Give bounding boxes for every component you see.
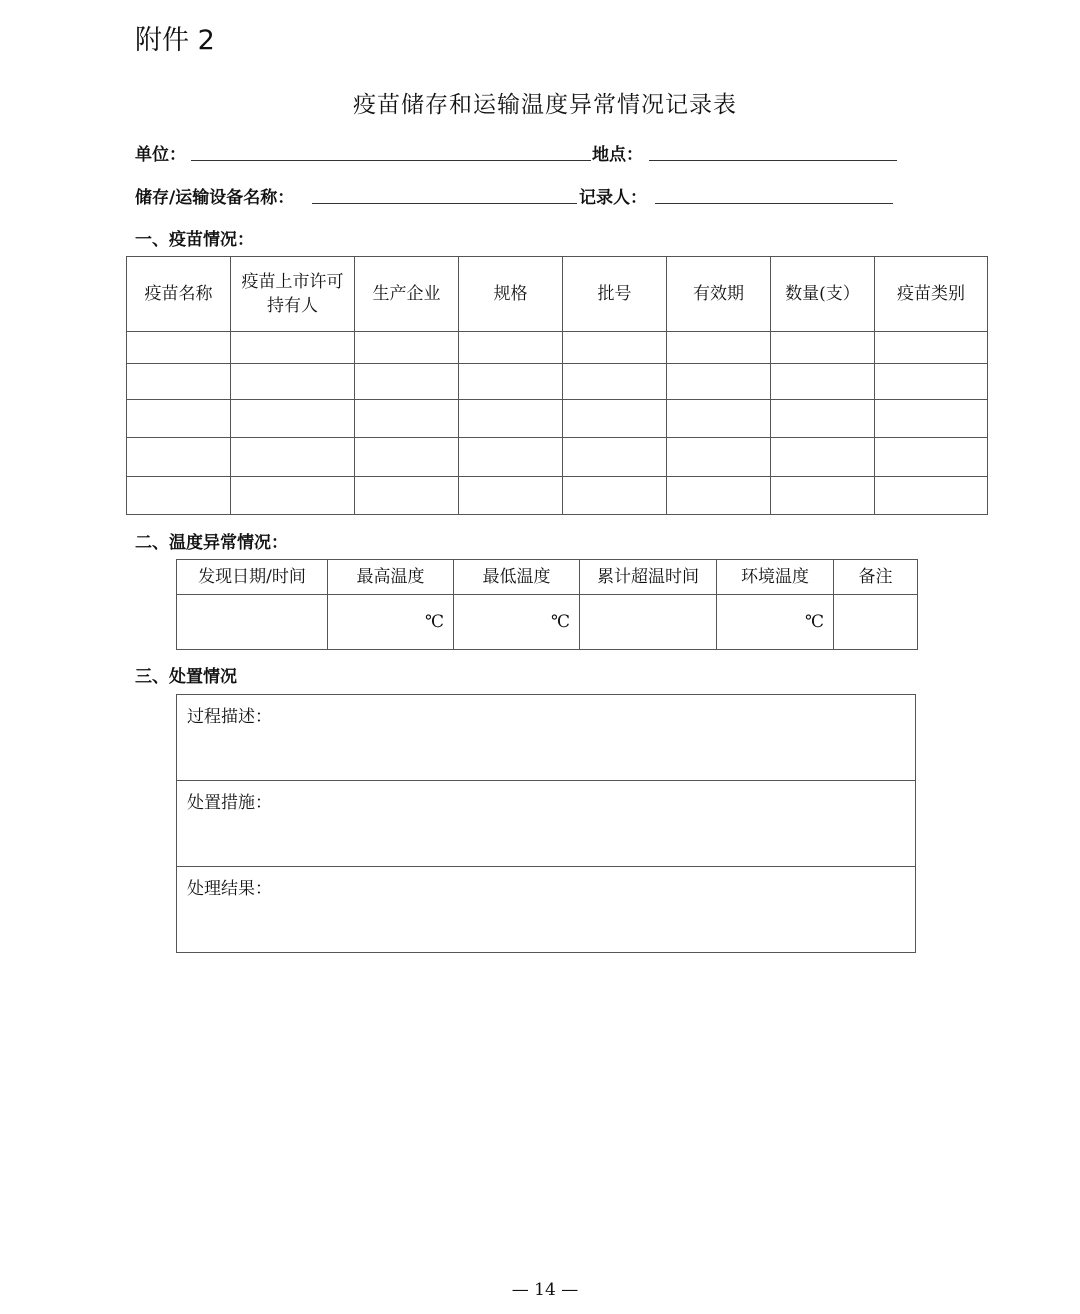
device-input-line[interactable] bbox=[312, 203, 577, 204]
col-quantity: 数量(支） bbox=[771, 257, 875, 332]
table-cell[interactable] bbox=[771, 364, 875, 400]
table-cell[interactable] bbox=[127, 477, 231, 515]
table-row bbox=[177, 695, 916, 781]
remarks-cell[interactable] bbox=[834, 595, 918, 650]
table-cell[interactable] bbox=[231, 477, 355, 515]
section-disposal-heading: 三、处置情况 bbox=[135, 667, 237, 687]
table-cell[interactable] bbox=[231, 438, 355, 477]
section-temperature-heading: 二、温度异常情况： bbox=[135, 533, 288, 553]
col-min-temp: 最低温度 bbox=[454, 560, 580, 595]
col-license-holder: 疫苗上市许可持有人 bbox=[231, 257, 355, 332]
table-cell[interactable] bbox=[771, 400, 875, 438]
table-cell[interactable] bbox=[875, 364, 988, 400]
table-row bbox=[127, 477, 988, 515]
recorder-label: 记录人： bbox=[579, 188, 647, 208]
recorder-input-line[interactable] bbox=[655, 203, 893, 204]
max-temp-cell[interactable]: ℃ bbox=[328, 595, 454, 650]
table-cell[interactable] bbox=[231, 400, 355, 438]
page-number: — 14 — bbox=[511, 1280, 579, 1300]
table-cell[interactable] bbox=[355, 477, 459, 515]
col-expiry-date: 有效期 bbox=[667, 257, 771, 332]
table-cell[interactable] bbox=[667, 438, 771, 477]
table-cell[interactable] bbox=[875, 438, 988, 477]
vaccine-table bbox=[126, 256, 988, 515]
handling-result-label: 处理结果： bbox=[187, 879, 272, 899]
table-cell[interactable] bbox=[563, 400, 667, 438]
table-cell[interactable] bbox=[563, 332, 667, 364]
col-max-temp: 最高温度 bbox=[328, 560, 454, 595]
table-cell[interactable] bbox=[231, 332, 355, 364]
col-vaccine-category: 疫苗类别 bbox=[875, 257, 988, 332]
table-cell[interactable] bbox=[127, 332, 231, 364]
table-row bbox=[177, 595, 918, 650]
table-cell[interactable] bbox=[771, 477, 875, 515]
table-cell[interactable] bbox=[459, 332, 563, 364]
table-cell[interactable] bbox=[231, 364, 355, 400]
table-cell[interactable] bbox=[667, 364, 771, 400]
table-row bbox=[127, 400, 988, 438]
table-cell[interactable] bbox=[667, 477, 771, 515]
table-cell[interactable] bbox=[127, 438, 231, 477]
location-label: 地点： bbox=[592, 145, 643, 165]
attachment-label: 附件 2 bbox=[135, 25, 215, 56]
min-temp-cell[interactable]: ℃ bbox=[454, 595, 580, 650]
form-title: 疫苗储存和运输温度异常情况记录表 bbox=[353, 92, 737, 118]
handling-result-cell[interactable] bbox=[177, 867, 916, 953]
table-cell[interactable] bbox=[355, 332, 459, 364]
table-cell[interactable] bbox=[127, 400, 231, 438]
table-cell[interactable] bbox=[667, 400, 771, 438]
col-manufacturer: 生产企业 bbox=[355, 257, 459, 332]
col-remarks: 备注 bbox=[834, 560, 918, 595]
unit-input-line[interactable] bbox=[191, 160, 591, 161]
location-input-line[interactable] bbox=[649, 160, 897, 161]
disposal-table bbox=[176, 694, 916, 953]
discovery-datetime-cell[interactable] bbox=[177, 595, 328, 650]
table-row bbox=[127, 438, 988, 477]
col-vaccine-name: 疫苗名称 bbox=[127, 257, 231, 332]
col-discovery-datetime: 发现日期/时间 bbox=[177, 560, 328, 595]
table-cell[interactable] bbox=[355, 364, 459, 400]
table-cell[interactable] bbox=[771, 438, 875, 477]
table-cell[interactable] bbox=[563, 364, 667, 400]
section-vaccine-heading: 一、疫苗情况： bbox=[135, 230, 254, 250]
table-cell[interactable] bbox=[459, 438, 563, 477]
table-cell[interactable] bbox=[875, 332, 988, 364]
table-row bbox=[127, 364, 988, 400]
table-cell[interactable] bbox=[459, 477, 563, 515]
vaccine-table-header bbox=[127, 257, 988, 332]
table-cell[interactable] bbox=[563, 438, 667, 477]
cumulative-time-cell[interactable] bbox=[580, 595, 717, 650]
disposal-measures-label: 处置措施： bbox=[187, 793, 272, 813]
table-cell[interactable] bbox=[459, 400, 563, 438]
table-cell[interactable] bbox=[563, 477, 667, 515]
table-row bbox=[177, 781, 916, 867]
table-cell[interactable] bbox=[667, 332, 771, 364]
col-cumulative-time: 累计超温时间 bbox=[580, 560, 717, 595]
col-batch-number: 批号 bbox=[563, 257, 667, 332]
ambient-temp-cell[interactable]: ℃ bbox=[717, 595, 834, 650]
temperature-table-header bbox=[177, 560, 918, 595]
process-description-label: 过程描述： bbox=[187, 707, 272, 727]
col-ambient-temp: 环境温度 bbox=[717, 560, 834, 595]
col-specification: 规格 bbox=[459, 257, 563, 332]
table-cell[interactable] bbox=[875, 400, 988, 438]
table-cell[interactable] bbox=[771, 332, 875, 364]
temperature-table bbox=[176, 559, 918, 650]
unit-label: 单位： bbox=[135, 145, 186, 165]
table-cell[interactable] bbox=[355, 438, 459, 477]
disposal-measures-cell[interactable] bbox=[177, 781, 916, 867]
table-cell[interactable] bbox=[459, 364, 563, 400]
table-row bbox=[177, 867, 916, 953]
process-description-cell[interactable] bbox=[177, 695, 916, 781]
table-row bbox=[127, 332, 988, 364]
table-cell[interactable] bbox=[355, 400, 459, 438]
table-cell[interactable] bbox=[127, 364, 231, 400]
table-cell[interactable] bbox=[875, 477, 988, 515]
device-label: 储存/运输设备名称： bbox=[135, 188, 295, 208]
